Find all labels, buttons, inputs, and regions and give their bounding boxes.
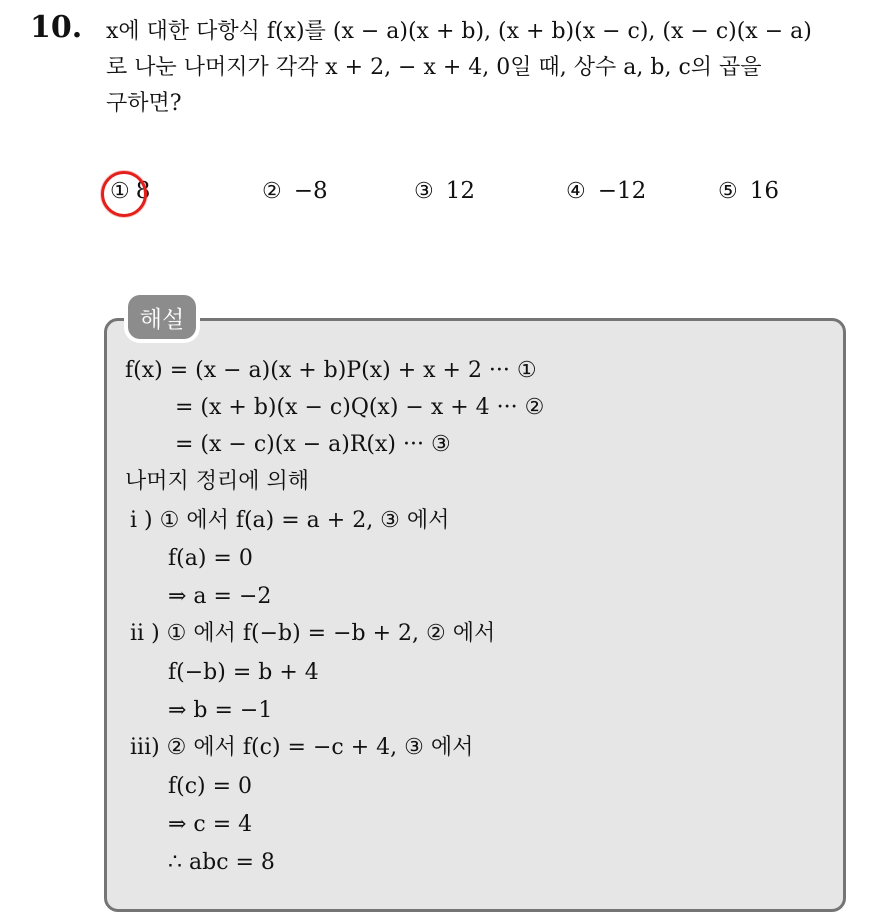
choice-2-mark: ②	[262, 179, 282, 204]
choice-4-value: −12	[597, 178, 647, 204]
question-number: 10.	[30, 10, 83, 45]
solution-line-5: i ) ① 에서 f(a) = a + 2, ③ 에서	[130, 508, 450, 533]
solution-line-1: f(x) = (x − a)(x + b)P(x) + x + 2 ··· ①	[125, 358, 537, 383]
choice-5-mark: ⑤	[718, 179, 738, 204]
solution-line-12: f(c) = 0	[168, 774, 253, 799]
choice-3-value: 12	[445, 178, 476, 204]
question-text	[106, 14, 866, 122]
choice-2[interactable]	[262, 178, 328, 204]
choice-4[interactable]	[566, 178, 646, 204]
solution-line-4: 나머지 정리에 의해	[125, 469, 310, 494]
choice-4-mark: ④	[566, 179, 586, 204]
choice-2-value: −8	[293, 178, 328, 204]
solution-tab-label: 해설	[128, 295, 196, 339]
solution-line-6: f(a) = 0	[168, 546, 253, 571]
choice-1-value: 8	[135, 178, 151, 204]
solution-line-8: ii ) ① 에서 f(−b) = −b + 2, ② 에서	[130, 621, 496, 646]
solution-line-13: ⇒ c = 4	[168, 812, 253, 837]
solution-line-10: ⇒ b = −1	[168, 698, 273, 723]
solution-line-7: ⇒ a = −2	[168, 584, 272, 609]
solution-line-9: f(−b) = b + 4	[168, 660, 319, 685]
choice-5-value: 16	[749, 178, 780, 204]
solution-line-14: ∴ abc = 8	[168, 850, 275, 875]
choice-3[interactable]	[414, 178, 475, 204]
question-line-1: x에 대한 다항식 f(x)를 (x − a)(x + b), (x + b)(x − c), (x − c)(x − a)	[106, 19, 812, 44]
solution-line-2: = (x + b)(x − c)Q(x) − x + 4 ··· ②	[175, 395, 545, 420]
choice-1-mark: ①	[110, 179, 130, 204]
solution-line-3: = (x − c)(x − a)R(x) ··· ③	[175, 432, 451, 457]
answer-marking-circle	[101, 171, 147, 217]
choice-5[interactable]	[718, 178, 779, 204]
question-line-3: 구하면?	[106, 91, 182, 116]
question-line-2: 로 나눈 나머지가 각각 x + 2, − x + 4, 0일 때, 상수 a, b, c의 곱을	[106, 55, 762, 80]
choice-3-mark: ③	[414, 179, 434, 204]
solution-line-11: iii) ② 에서 f(c) = −c + 4, ③ 에서	[130, 735, 474, 760]
